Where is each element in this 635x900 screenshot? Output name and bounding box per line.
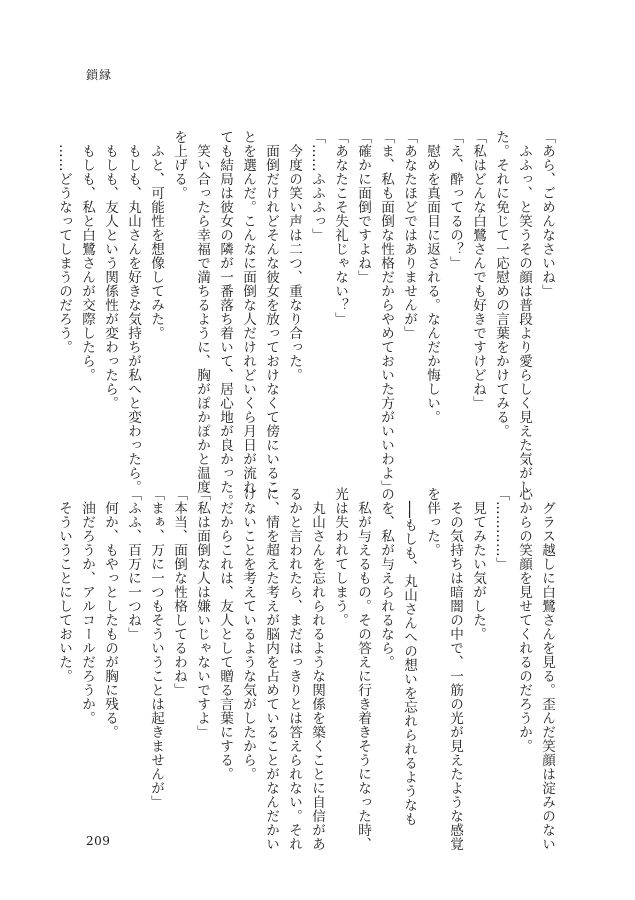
text-line: た。それに免じて一応慰めの言葉をかけてみる。: [493, 130, 509, 438]
text-line: 今度の笑い声は二つ、重なり合った。: [286, 130, 302, 382]
text-line: 笑い合ったら幸福で満ちるように、胸がぽかぽかと温度: [194, 130, 210, 494]
text-line: ……どうなってしまうのだろう。: [56, 130, 72, 354]
page-number: 209: [86, 834, 111, 848]
running-header: 鎖縁: [86, 68, 113, 82]
text-line: 「本当、面倒な性格してるわね」: [171, 487, 187, 697]
text-line: とを選んだ。こんなに面倒な人だけれどいくら月日が流れ: [240, 130, 256, 494]
text-line: 光は失われてしまう。: [332, 487, 348, 627]
text-line: 私が与えるもの。その答えに行き着きそうになった時、: [355, 487, 371, 851]
text-line: 見てみたい気がした。: [470, 487, 486, 641]
text-line: グラス越しに白鷺さんを見る。歪んだ笑顔は淀みのない: [539, 487, 555, 851]
text-line: ふふっ、と笑うその顔は普段より愛らしく見えた気がし: [516, 130, 532, 494]
text-line: ふと、可能性を想像してみた。: [148, 130, 164, 340]
text-line: 心からの笑顔を見せてくれるのだろうか。: [516, 487, 532, 753]
text-line: 何か、もやっとしたものが胸に残る。: [102, 487, 118, 739]
text-line: そういうことにしておいた。: [56, 487, 72, 683]
text-line: ──もしも、丸山さんへの想いを忘れられるようなも: [401, 487, 417, 827]
text-line: 「私は面倒な人は嫌いじゃないですよ」: [194, 487, 210, 739]
text-line: 「あら、ごめんなさいね」: [539, 130, 555, 298]
text-line: だからこれは、友人として贈る言葉にする。: [217, 487, 233, 781]
text-line: 「あなたこそ失礼じゃない？」: [332, 130, 348, 326]
upper-text-block: [56, 130, 558, 508]
text-line: 油だろうか、アルコールだろうか。: [79, 487, 95, 725]
text-line: に、情を超えた考えが脳内を占めていることがなんだかい: [263, 487, 279, 851]
text-line: 「え、酔ってるの？」: [447, 130, 463, 270]
text-line: 「確かに面倒ですよね」: [355, 130, 371, 284]
text-line: 「……ふふふっ」: [309, 130, 325, 242]
text-line: 「私はどんな白鷺さんでも好きですけどね」: [470, 130, 486, 410]
text-line: 「…………」: [493, 487, 509, 571]
text-line: もしも、私と白鷺さんが交際したら。: [79, 130, 95, 382]
text-line: を伴った。: [424, 487, 440, 557]
text-line: けないことを考えているような気がしたから。: [240, 487, 256, 781]
text-line: 「あなたほどではありませんが」: [401, 130, 417, 340]
text-line: 面倒だけれどそんな彼女を放っておけなくて傍にいるこ: [263, 130, 279, 494]
text-line: 「ま、私も面倒な性格だからやめておいた方がいいわよ」: [378, 130, 394, 494]
text-line: もしも、丸山さんを好きな気持ちが私へと変わったら。: [125, 130, 141, 494]
text-line: 慰めを真面目に返される。なんだか悔しい。: [424, 130, 440, 424]
text-line: もしも、友人という関係性が変わったら。: [102, 130, 118, 410]
text-line: を上げる。: [171, 130, 187, 200]
text-line: ても結局は彼女の隣が一番落ち着いて、居心地が良かった。: [217, 130, 233, 508]
text-line: のを、私が与えられるなら。: [378, 487, 394, 669]
text-line: るかと言われたら、まだはっきりとは答えられない。それ: [286, 487, 302, 851]
text-line: 丸山さんを忘れられるような関係を築くことに自信があ: [309, 487, 325, 851]
text-line: 「ふふ、百万に一つね」: [125, 487, 141, 641]
text-line: その気持ちは暗闇の中で、一筋の光が見えたような感覚: [447, 487, 463, 851]
text-line: 「まぁ、万に一つもそういうことは起きませんが」: [148, 487, 164, 809]
